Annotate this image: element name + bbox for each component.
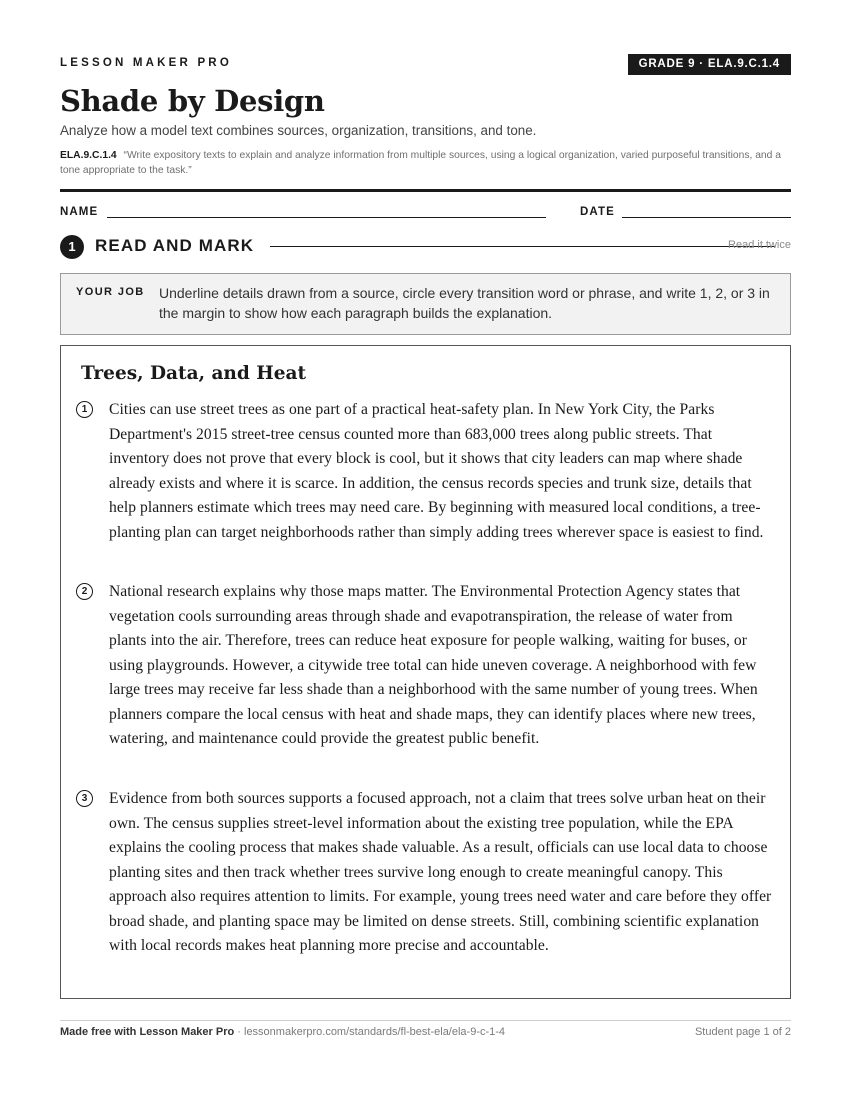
footer-url[interactable]: lessonmakerpro.com/standards/fl-best-ela/ela-9-c-1-4 xyxy=(244,1026,506,1038)
brand-name: LESSON MAKER PRO xyxy=(60,57,232,69)
footer-credit xyxy=(60,1026,505,1038)
paragraph-number-badge: 3 xyxy=(76,790,93,807)
section-title: READ AND MARK xyxy=(95,236,255,255)
reading-passage xyxy=(60,345,791,999)
standard-note xyxy=(60,148,791,178)
standard-text: “Write expository texts to explain and analyze information from multiple sources, using a logical organization, varied purposeful transitions, and a tone appropriate to the task.” xyxy=(60,150,781,176)
date-label: DATE xyxy=(580,206,615,218)
page-subtitle: Analyze how a model text combines sources, organization, transitions, and tone. xyxy=(60,123,537,138)
job-text: Underline details drawn from a source, circle every transition word or phrase, and write 1, 2, or 3 in the margin to show how each paragraph builds the explanation. xyxy=(159,285,770,321)
paragraph-number-badge: 1 xyxy=(76,401,93,418)
section-number-badge: 1 xyxy=(60,235,84,259)
header-divider xyxy=(60,189,791,192)
footer-separator: · xyxy=(234,1026,244,1038)
worksheet-page xyxy=(60,0,791,1100)
footer-page-number: Student page 1 of 2 xyxy=(694,1026,791,1038)
paragraph-text: Evidence from both sources supports a focused approach, not a claim that trees solve urban heat on their own. The census supplies street-level information about the existing tree population, while the EPA explains the cooling process that makes shade valuable. As a result, officials can use local data to choose planting sites and then track whether trees survive long enough to create meaningful canopy. This approach also requires attention to limits. For example, young trees need water and care before they offer broad shade, and planting space may be limited on dense streets. Still, combining scientific explanation with local records makes heat planning more precise and accountable. xyxy=(109,790,772,954)
job-instructions-box xyxy=(60,273,791,335)
paragraph-number-badge: 2 xyxy=(76,583,93,600)
name-label: NAME xyxy=(60,206,99,218)
paragraph-text: Cities can use street trees as one part of a practical heat-safety plan. In New York City, the Parks Department's 2015 street-tree census counted more than 683,000 trees along public streets. That inventory does not prove that every block is cool, but it shows that city leaders can map where shade already exists and where it is scarce. In addition, the census records species and trunk size, details that help planners estimate which trees may need care. By beginning with measured local conditions, a tree-planting plan can target neighborhoods rather than simply adding trees wherever space is easiest to find. xyxy=(109,401,764,541)
grade-badge: GRADE 9 · ELA.9.C.1.4 xyxy=(628,54,791,75)
name-field[interactable] xyxy=(107,217,546,218)
footer-made-with: Made free with Lesson Maker Pro xyxy=(60,1026,235,1038)
paragraph-text: National research explains why those maps matter. The Environmental Protection Agency states that vegetation cools surrounding areas through shade and evapotranspiration, the release of water from plants into the air. Therefore, trees can reduce heat exposure for people walking, waiting for buses, or using playgrounds. However, a citywide tree total can hide uneven coverage. A neighborhood with few large trees may receive far less shade than a neighborhood with the same number of young trees. When planners compare the local census with heat and shade maps, they can identify places where new trees, watering, and maintenance could provide the greatest public benefit. xyxy=(109,583,758,747)
footer-divider xyxy=(60,1020,791,1021)
section-divider xyxy=(270,246,775,247)
date-field[interactable] xyxy=(622,217,791,218)
passage-title: Trees, Data, and Heat xyxy=(81,363,307,384)
section-hint: Read it twice xyxy=(728,239,791,251)
page-title: Shade by Design xyxy=(60,84,325,118)
job-label: YOUR JOB xyxy=(76,286,145,298)
standard-code: ELA.9.C.1.4 xyxy=(60,150,117,161)
